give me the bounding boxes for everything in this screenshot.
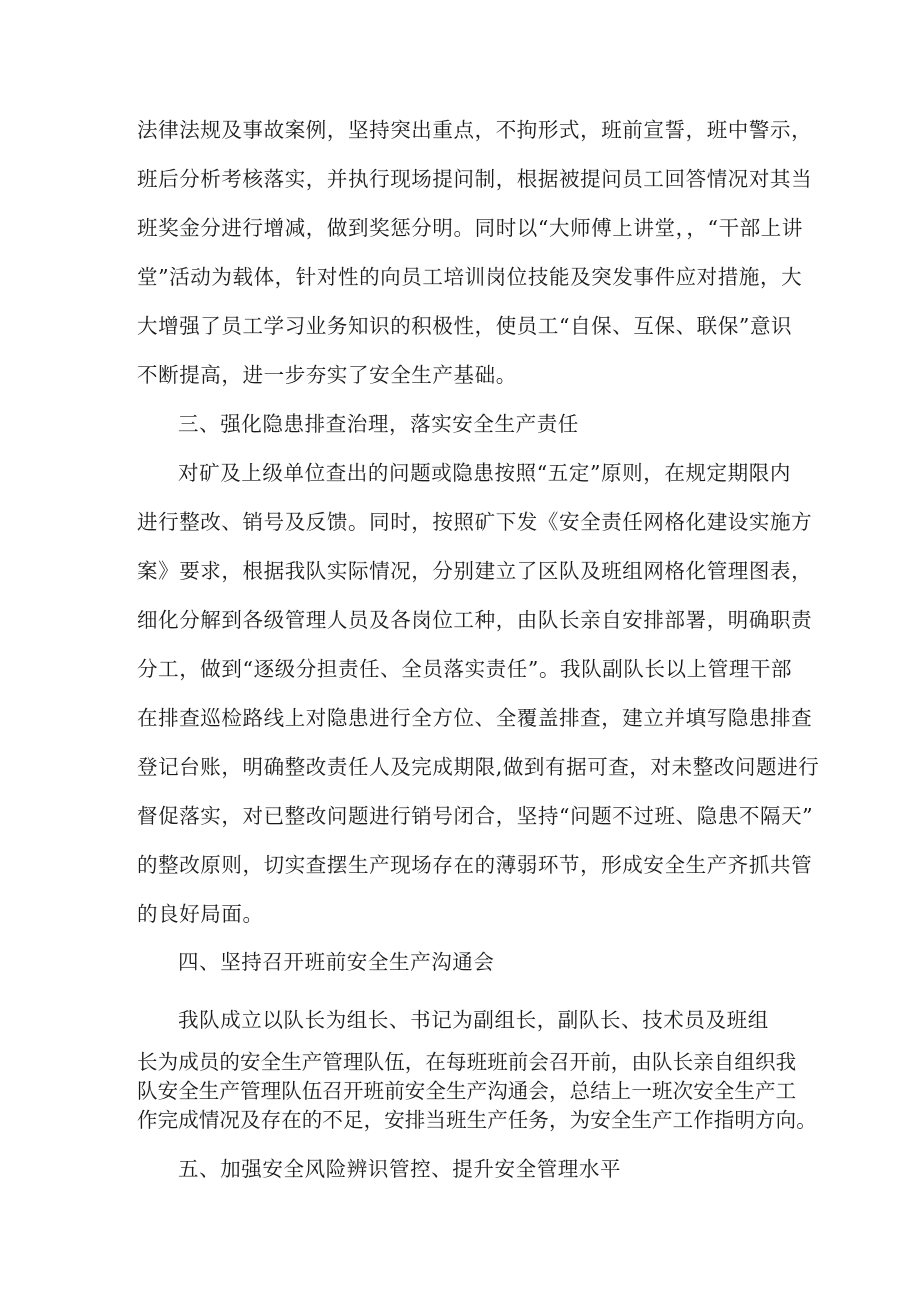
text-line: 我队成立以队长为组长、书记为副组长，副队长、技术员及班组 bbox=[178, 1008, 769, 1032]
section-heading-5: 五、加强安全风险辨识管控、提升安全管理水平 bbox=[178, 1157, 622, 1181]
text-line: 班后分析考核落实，并执行现场提问制，根据被提问员工回答情况对其当 bbox=[137, 167, 813, 191]
text-line: 队安全生产管理队伍召开班前安全生产沟通会，总结上一班次安全生产工 bbox=[137, 1079, 797, 1103]
text-line: 的良好局面。 bbox=[137, 902, 264, 926]
text-line: 的整改原则，切实查摆生产现场存在的薄弱环节，形成安全生产齐抓共管 bbox=[137, 853, 813, 877]
text-line: 法律法规及事故案例，坚持突出重点，不拘形式，班前宣誓，班中警示， bbox=[137, 118, 813, 142]
text-line: 在排查巡检路线上对隐患进行全方位、全覆盖排查，建立并填写隐患排查 bbox=[137, 706, 813, 730]
text-line: 班奖金分进行增减，做到奖惩分明。同时以“大师傅上讲堂，，“干部上讲 bbox=[137, 216, 804, 240]
text-line: 长为成员的安全生产管理队伍，在每班班前会召开前，由队长亲自组织我 bbox=[137, 1050, 797, 1074]
text-line: 对矿及上级单位查出的问题或隐患按照“五定”原则，在规定期限内 bbox=[178, 461, 791, 485]
text-line: 进行整改、销号及反馈。同时，按照矿下发《安全责任网格化建设实施方 bbox=[137, 510, 813, 534]
text-line: 大增强了员工学习业务知识的积极性，使员工“自保、互保、联保”意识 bbox=[137, 314, 793, 338]
text-line: 督促落实，对已整改问题进行销号闭合，坚持“问题不过班、隐患不隔天” bbox=[137, 804, 814, 828]
text-line: 细化分解到各级管理人员及各岗位工种，由队长亲自安排部署，明确职责 bbox=[137, 608, 813, 632]
text-line: 作完成情况及存在的不足，安排当班生产任务，为安全生产工作指明方向。 bbox=[137, 1108, 817, 1132]
section-heading-4: 四、坚持召开班前安全生产沟通会 bbox=[178, 950, 495, 974]
text-line: 登记台账，明确整改责任人及完成期限,做到有据可查，对未整改问题进行 bbox=[137, 755, 820, 779]
text-line: 案》要求，根据我队实际情况，分别建立了区队及班组网格化管理图表， bbox=[137, 559, 813, 583]
text-line: 堂”活动为载体，针对性的向员工培训岗位技能及突发事件应对措施，大 bbox=[137, 265, 803, 289]
text-line: 分工，做到“逐级分担责任、全员落实责任”。我队副队长以上管理干部 bbox=[137, 657, 793, 681]
text-line: 不断提高，进一步夯实了安全生产基础。 bbox=[137, 363, 517, 387]
section-heading-3: 三、强化隐患排查治理，落实安全生产责任 bbox=[178, 412, 579, 436]
